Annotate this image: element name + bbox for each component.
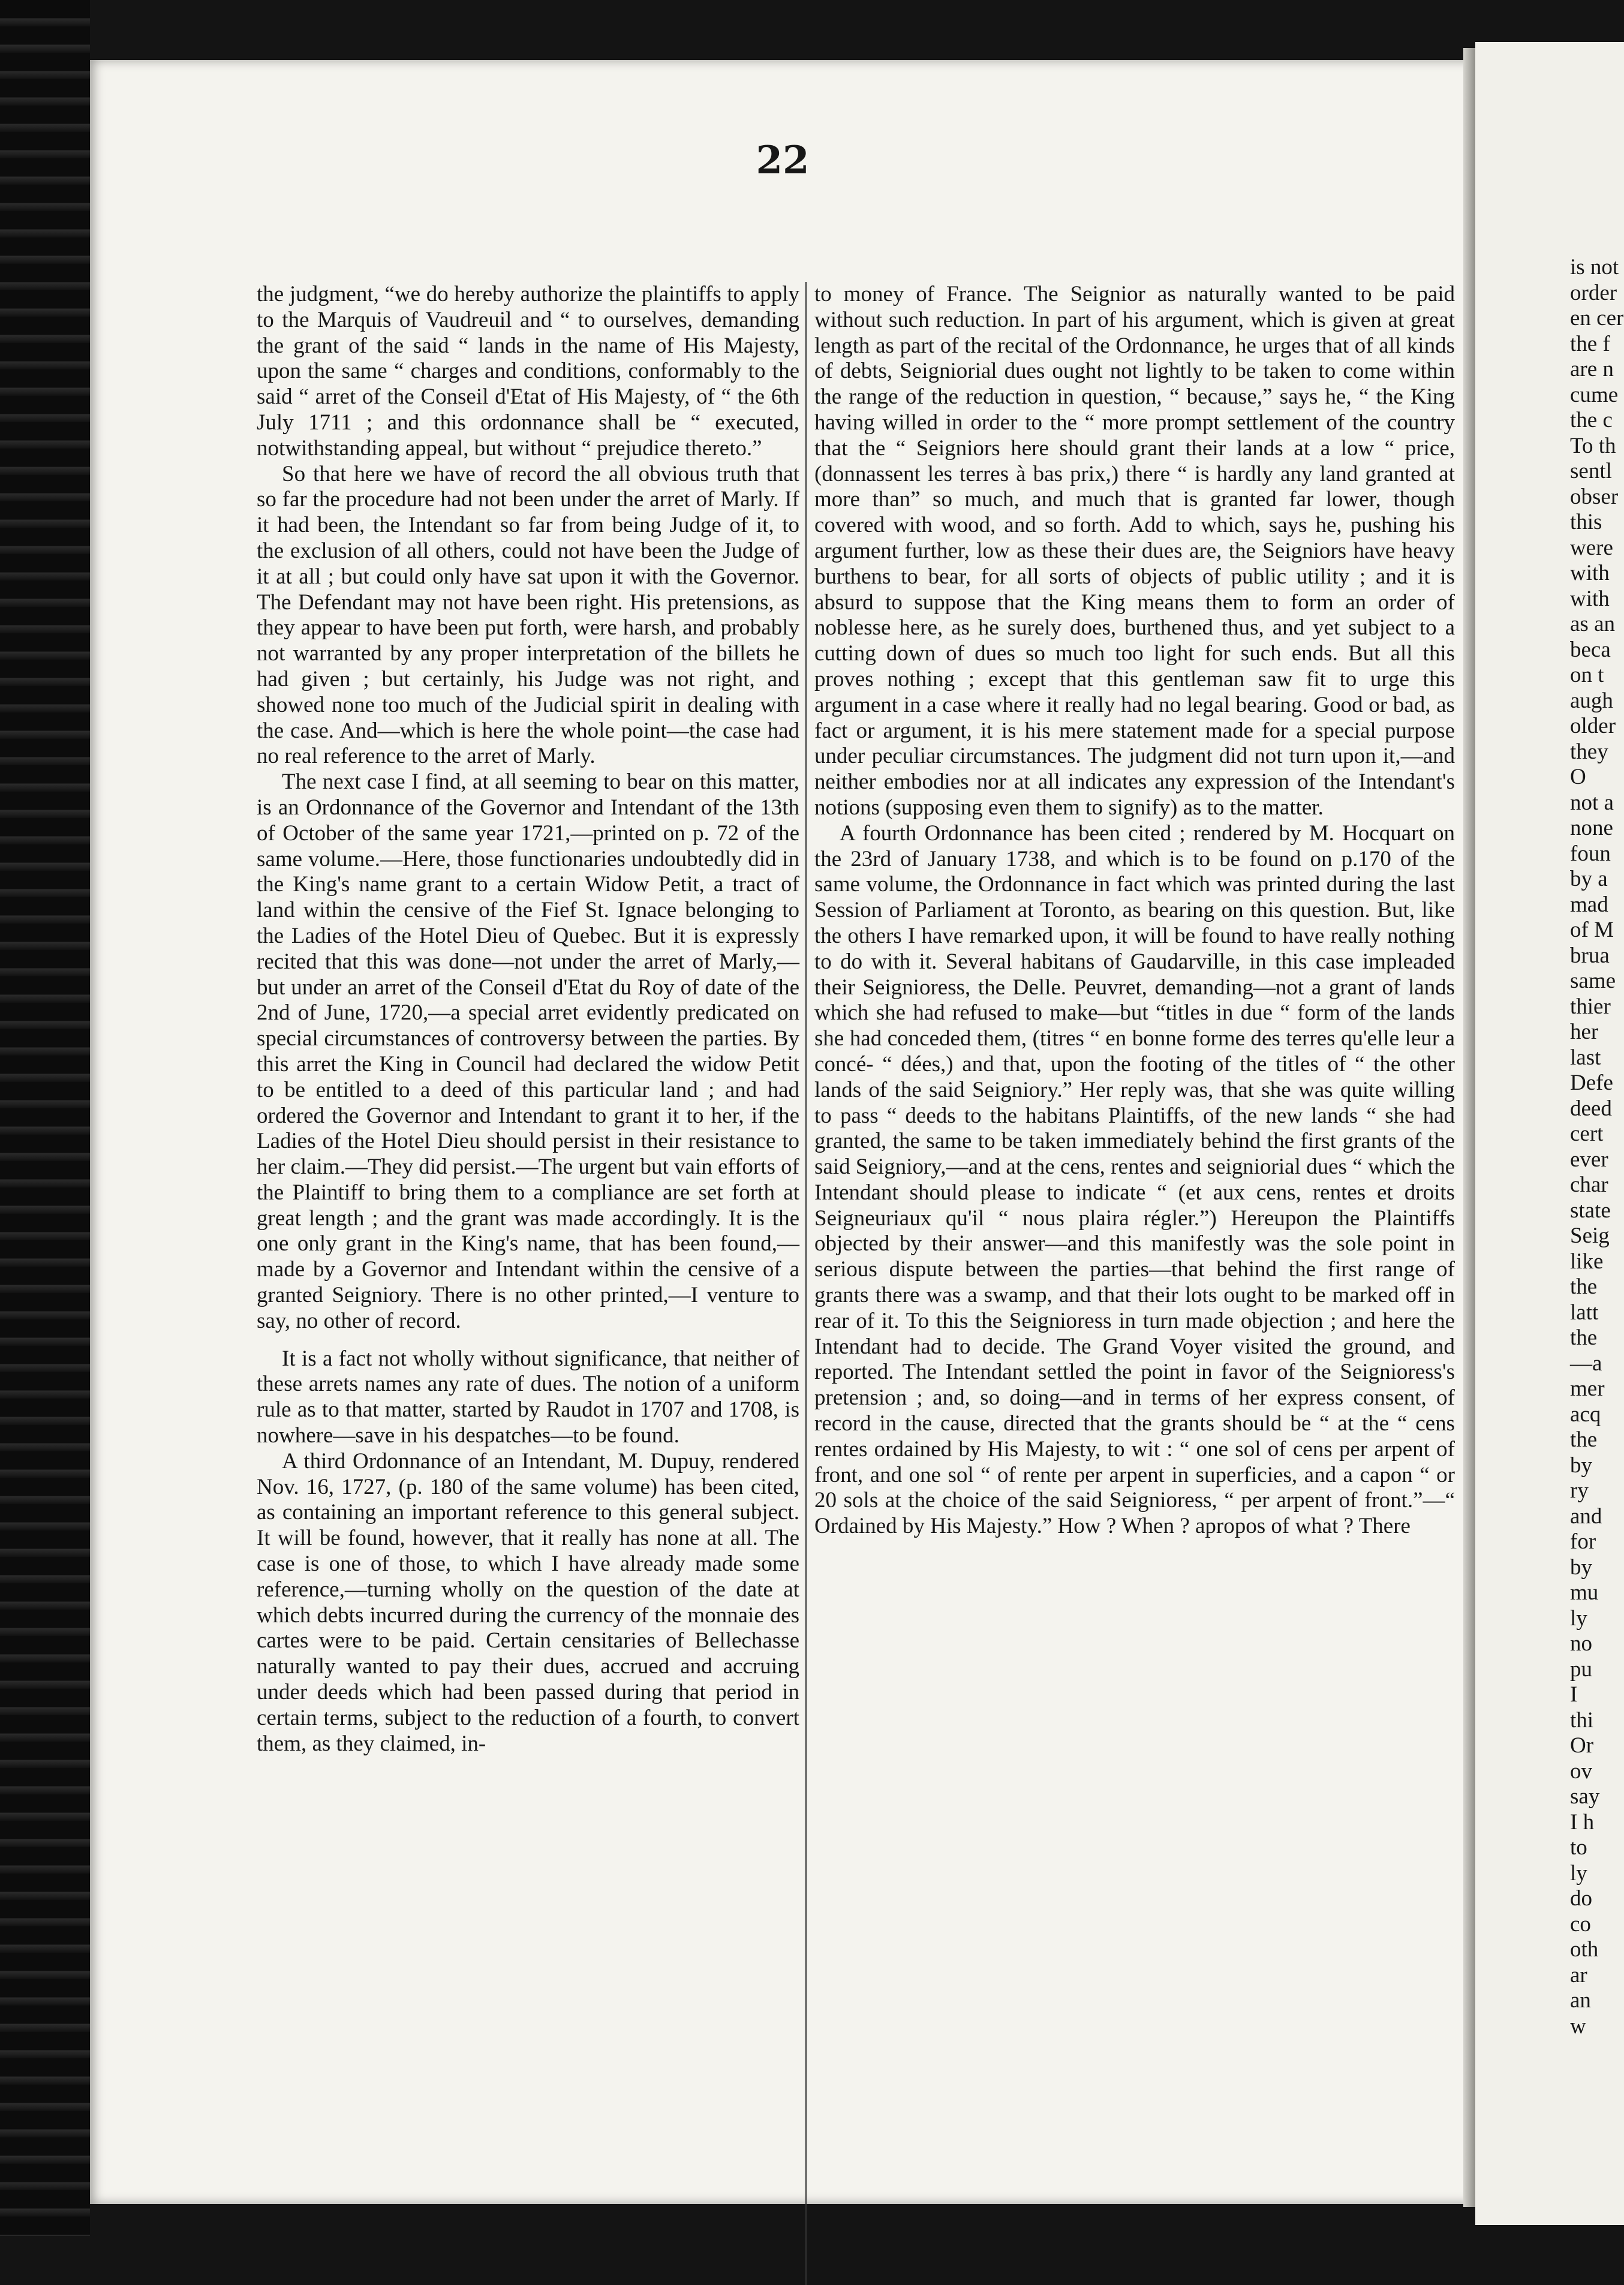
- facing-page-line: the c: [1570, 408, 1613, 432]
- facing-page-line: thi: [1570, 1707, 1594, 1733]
- facing-page-line: deed: [1570, 1096, 1612, 1121]
- facing-page-line: Seig: [1570, 1223, 1610, 1248]
- facing-page-line: w: [1570, 2013, 1586, 2039]
- facing-page-line: I: [1570, 1682, 1578, 1707]
- paragraph: So that here we have of record the all obvious truth that so far the procedure had not been under the arret of Marly. If it had been, the Intendant so far from being Judge of it, to the exclusion of all others, could not have been the Judge of it at all ; but could only have sat upon it with the Governor. The Defendant may not have been right. His pretensions, as they appear to have been put forth, were harsh, and probably not warranted by any proper interpretation of the billets he had given ; but certainly, his Judge was not right, and showed none too much of the Judicial spirit in dealing with the case. And—which is here the whole point—the case had no real reference to the arret of Marly.: [257, 461, 799, 769]
- facing-page-line: an: [1570, 1988, 1591, 2013]
- facing-page-line: not a: [1570, 790, 1614, 815]
- left-column: [257, 282, 799, 1757]
- facing-page-line: ov: [1570, 1758, 1592, 1784]
- facing-page-line: by a: [1570, 867, 1608, 891]
- facing-page-line: were: [1570, 535, 1613, 560]
- facing-page-line: as an: [1570, 612, 1615, 636]
- paragraph: the judgment, “we do hereby authorize the plaintiffs to apply to the Marquis of Vaudreuil and “ to ourselves, demanding the grant of the said “ lands in the name of His Majesty, upon the same “ charges and conditions, conformably to the said “ arret of the Conseil d'Etat of His Majesty, of “ the 6th July 1711 ; and this ordonnance shall be “ executed, notwithstanding appeal, but without “ prejudice thereto.”: [257, 282, 799, 461]
- facing-page-line: acq: [1570, 1402, 1601, 1427]
- facing-page-line: sentl: [1570, 459, 1612, 483]
- facing-page-line: with: [1570, 561, 1610, 585]
- facing-page-line: order: [1570, 280, 1617, 305]
- facing-page-line: char: [1570, 1172, 1608, 1197]
- facing-page-line: —a: [1570, 1351, 1602, 1376]
- facing-page-line: brua: [1570, 943, 1610, 968]
- facing-page-line: this: [1570, 510, 1602, 534]
- facing-page-line: the: [1570, 1427, 1598, 1452]
- facing-page-line: Or: [1570, 1733, 1594, 1758]
- facing-page-line: ry: [1570, 1478, 1589, 1503]
- facing-page-line: mer: [1570, 1376, 1605, 1401]
- page-number: 22: [756, 138, 810, 183]
- paragraph: A third Ordonnance of an Intendant, M. Dupuy, rendered Nov. 16, 1727, (p. 180 of the same volume) has been cited, as containing an important reference to this general subject. It will be found, however, that it really has none at all. The case is one of those, to which I have already made some reference,—turning wholly on the question of the date at which debts incurred during the currency of the monnaie des cartes were to be paid. Certain censitaries of Bellechasse naturally wanted to pay their dues, accrued and accruing under deeds which had been passed during that period in certain terms, subject to the reduction of a fourth, to convert them, as they claimed, in-: [257, 1448, 799, 1756]
- facing-page-line: ly: [1570, 1605, 1587, 1631]
- facing-page-line: ever: [1570, 1147, 1608, 1172]
- facing-page-line: the: [1570, 1274, 1598, 1299]
- facing-page-line: thier: [1570, 994, 1611, 1019]
- paragraph: A fourth Ordonnance has been cited ; rendered by M. Hocquart on the 23rd of January 1738, and which is to be found on p.170 of the same volume, the Ordonnance in fact which was printed during the last Session of Parliament at Toronto, as bearing on this question. But, like the others I have remarked upon, it will be found to have really nothing to do with it. Several habitans of Gaudarville, in this case impleaded their Seignioress, the Delle. Peuvret, demanding—not a grant of lands which she had refused to make—but “titles in due “ form of the lands she had conceded them, (titres “ en bonne forme des terres qu'elle leur a concé- “ dées,) and that, upon the footing of the titles of “ the other lands of the said Seigniory.” Her reply was, that she was quite willing to pass “ deeds to the habitans Plaintiffs, of the new lands “ she had granted, the same to be taken immediately behind the first grants of the said Seigniory,—and at the cens, rentes and seigniorial dues “ which the Intendant should please to indicate “ (et aux cens, rentes et droits Seigneuriaux qu'il “ nous plaira régler.”) Hereupon the Plaintiffs objected by their answer—and this manifestly was the sole point in serious dispute between the parties—that behind the first range of grants there was a swamp, and that their lots ought to be marked off in rear of it. To this the Seignioress in turn made objection ; and here the Intendant had to decide. The Grand Voyer visited the ground, and reported. The Intendant settled the point in favor of the Seignioress's pretension ; and, so doing—and in terms of her express consent, of record in the cause, directed that the grants should be “ at the “ cens rentes ordained by His Majesty, to wit : “ one sol of cens per arpent of front, and one sol “ of rente per arpent in superficies, and a capon “ or 20 sols at the choice of the said Seignioress, “ per arpent of front.”—“ Ordained by His Majesty.” How ? When ? apropos of what ? There: [814, 820, 1455, 1539]
- column-divider: [805, 282, 807, 2285]
- facing-page-line: I h: [1570, 1809, 1595, 1835]
- facing-page-line: for: [1570, 1529, 1596, 1554]
- facing-page-line: obser: [1570, 484, 1619, 509]
- facing-page-line: are n: [1570, 357, 1614, 381]
- facing-page-line: and: [1570, 1504, 1602, 1529]
- paragraph: It is a fact not wholly without significance, that neither of these arrets names any rate of dues. The notion of a uniform rule as to that matter, started by Raudot in 1707 and 1708, is nowhere—save in his despatches—to be found.: [257, 1346, 799, 1448]
- facing-page-line: like: [1570, 1249, 1604, 1274]
- facing-page-line: pu: [1570, 1656, 1592, 1682]
- facing-page-text: [1570, 255, 1623, 2039]
- facing-page-line: same: [1570, 969, 1616, 993]
- facing-page-line: the: [1570, 1325, 1598, 1350]
- book-binding: [0, 0, 90, 2236]
- facing-page: [1475, 42, 1624, 2225]
- facing-page-line: on t: [1570, 663, 1604, 687]
- facing-page-line: Defe: [1570, 1071, 1613, 1095]
- right-column: [814, 282, 1455, 1540]
- facing-page-line: with: [1570, 586, 1610, 611]
- facing-page-line: en cer: [1570, 306, 1624, 330]
- facing-page-line: beca: [1570, 637, 1611, 662]
- facing-page-line: is not: [1570, 255, 1619, 279]
- facing-page-line: none: [1570, 816, 1613, 840]
- facing-page-line: they: [1570, 739, 1608, 764]
- paragraph: to money of France. The Seignior as naturally wanted to be paid without such reduction. In part of his argument, which is given at great length as part of the recital of the Ordonnance, he urges that of all kinds of debts, Seigniorial dues ought not lightly to be taken to come within the range of the reduction in question, “ because,” says he, “ the King having willed in order to the “ more prompt settlement of the country that the “ Seigniors here should grant their lands at a low “ price, (donnassent les terres à bas prix,) there “ is hardly any land granted at more than” so much, and much that is granted far lower, though covered with wood, and so forth. Add to which, says he, pushing his argument further, low as these their dues are, the Seigniors have heavy burthens to bear, for all sorts of objects of public utility ; and it is absurd to suppose that the King means them to form an order of noblesse here, as he surely does, burthened thus, and yet subject to a cutting down of dues so much too light for such ends. But all this proves nothing ; except that this gentleman saw fit to urge this argument in a case where it really had no legal bearing. Good or bad, as fact or argument, it is his mere statement made for a special purpose under peculiar circumstances. The judgment did not turn upon it,—and neither embodies nor at all indicates any expression of the Intendant's notions (supposing even them to signify) as to the matter.: [814, 282, 1455, 820]
- facing-page-line: last: [1570, 1045, 1601, 1070]
- facing-page-line: older: [1570, 714, 1616, 738]
- facing-page-line: do: [1570, 1886, 1592, 1911]
- facing-page-line: ar: [1570, 1962, 1587, 1988]
- facing-page-line: To th: [1570, 433, 1616, 458]
- facing-page-line: no: [1570, 1631, 1592, 1656]
- page-edge: [1463, 48, 1475, 2207]
- facing-page-line: the f: [1570, 331, 1610, 356]
- facing-page-line: of M: [1570, 918, 1614, 942]
- facing-page-line: cert: [1570, 1122, 1604, 1146]
- paragraph: The next case I find, at all seeming to bear on this matter, is an Ordonnance of the Governor and Intendant of the 13th of October of the same year 1721,—printed on p. 72 of the same volume.—Here, those functionaries undoubtedly did in the King's name grant to a certain Widow Petit, a tract of land within the censive of the Fief St. Ignace belonging to the Ladies of the Hotel Dieu of Quebec. But it is expressly recited that this was done—not under the arret of Marly,—but under an arret of the Conseil d'Etat du Roy of date of the 2nd of June, 1720,—a special arret evidently predicated on special circumstances of controversy between the parties. By this arret the King in Council had declared the widow Petit to be entitled to a deed of this particular land ; and had ordered the Governor and Intendant to grant it to her, if the Ladies of the Hotel Dieu should persist in their resistance to her claim.—They did persist.—The urgent but vain efforts of the Plaintiff to bring them to a compliance are set forth at great length ; and the grant was made accordingly. It is the one only grant in the King's name, that has been found,—made by a Governor and Intendant within the censive of a granted Seigniory. There is no other printed,—I venture to say, no other of record.: [257, 769, 799, 1333]
- facing-page-line: state: [1570, 1198, 1611, 1223]
- facing-page-line: latt: [1570, 1300, 1599, 1325]
- facing-page-line: by: [1570, 1555, 1592, 1580]
- facing-page-line: co: [1570, 1911, 1591, 1937]
- facing-page-line: O: [1570, 765, 1586, 789]
- facing-page-line: ly: [1570, 1860, 1587, 1886]
- facing-page-line: to: [1570, 1835, 1587, 1860]
- facing-page-line: her: [1570, 1020, 1599, 1044]
- book-page: [90, 60, 1475, 2204]
- facing-page-line: augh: [1570, 688, 1613, 713]
- facing-page-line: foun: [1570, 841, 1611, 866]
- facing-page-line: say: [1570, 1784, 1600, 1809]
- facing-page-line: oth: [1570, 1937, 1599, 1962]
- facing-page-line: mu: [1570, 1580, 1599, 1605]
- facing-page-line: mad: [1570, 892, 1608, 917]
- facing-page-line: by: [1570, 1453, 1592, 1478]
- facing-page-line: cume: [1570, 382, 1619, 407]
